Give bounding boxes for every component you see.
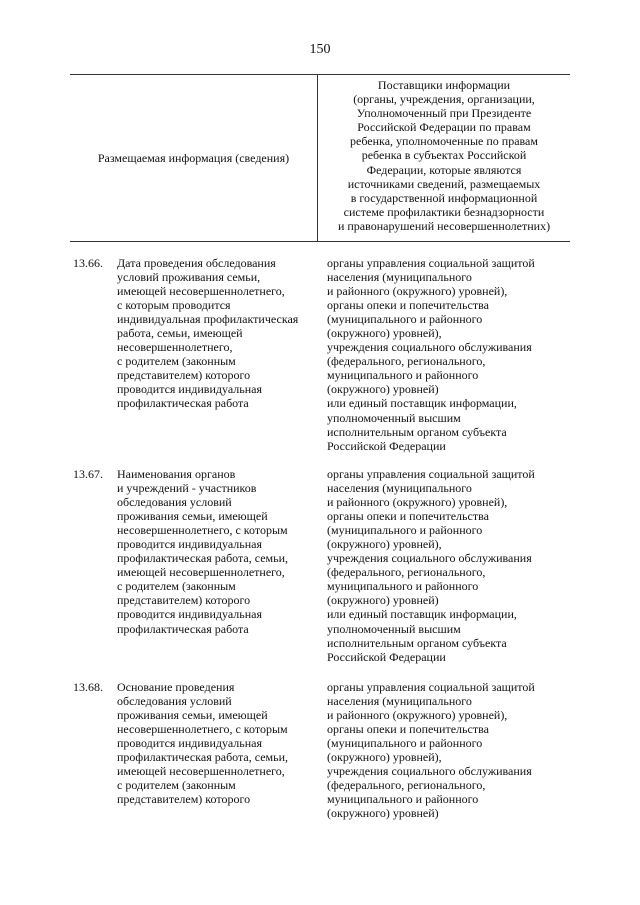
provider-line: (федерального, регионального,	[327, 778, 486, 793]
header-info-column: Размещаемая информация (сведения)	[97, 151, 290, 165]
provider-line: (окружного) уровней),	[327, 537, 442, 552]
description-line: индивидуальная профилактическая	[117, 312, 299, 327]
provider-line: Российской Федерации	[327, 649, 446, 664]
description-line: с родителем (законным	[117, 579, 236, 594]
provider-line: муниципального и районного	[327, 368, 479, 383]
description-line: обследования условий	[117, 694, 232, 709]
row-description	[117, 256, 317, 411]
description-line: профилактическая работа, семьи,	[117, 750, 289, 765]
description-line: представителем) которого	[117, 593, 251, 608]
provider-line: учреждения социального обслуживания	[327, 340, 532, 355]
description-line: проводится индивидуальная	[117, 382, 262, 397]
table-top-rule	[70, 74, 570, 75]
header-providers-line: ребенка, уполномоченные по правам	[350, 134, 538, 149]
header-providers-line: ребенка в субъектах Российской	[361, 148, 527, 163]
provider-line: исполнительным органом субъекта	[327, 424, 507, 439]
description-line: условий проживания семьи,	[117, 270, 261, 285]
description-line: имеющей несовершеннолетнего,	[117, 565, 285, 580]
provider-line: органы опеки и попечительства	[327, 509, 489, 524]
header-providers-line: Поставщики информации	[377, 78, 511, 92]
header-providers-column	[318, 78, 570, 233]
description-line: с которым проводится	[117, 298, 231, 313]
description-line: Наименования органов	[117, 467, 236, 481]
provider-line: учреждения социального обслуживания	[327, 551, 532, 566]
header-providers-line: в государственной информационной	[350, 190, 538, 205]
provider-line: населения (муниципального	[327, 270, 472, 285]
description-line: проводится индивидуальная	[117, 607, 262, 622]
description-line: профилактическая работа	[117, 621, 249, 636]
provider-line: уполномоченный высшим	[327, 410, 461, 425]
description-line: профилактическая работа	[117, 396, 249, 411]
description-line: несовершеннолетнего, с которым	[117, 523, 288, 538]
header-providers-line: источниками сведений, размещаемых	[347, 176, 541, 191]
provider-line: органы управления социальной защитой	[327, 467, 535, 481]
provider-line: (муниципального и районного	[327, 312, 483, 327]
row-providers	[327, 256, 572, 453]
provider-line: муниципального и районного	[327, 579, 479, 594]
description-line: проживания семьи, имеющей	[117, 708, 268, 723]
description-line: проживания семьи, имеющей	[117, 509, 268, 524]
row-number: 13.67.	[73, 467, 103, 481]
provider-line: учреждения социального обслуживания	[327, 764, 532, 779]
provider-line: органы опеки и попечительства	[327, 722, 489, 737]
provider-line: и районного (окружного) уровней),	[327, 708, 508, 723]
provider-line: или единый поставщик информации,	[327, 396, 517, 411]
provider-line: муниципального и районного	[327, 792, 479, 807]
provider-line: (муниципального и районного	[327, 736, 483, 751]
description-line: представителем) которого	[117, 792, 251, 807]
header-providers-line: Российской Федерации по правам	[357, 120, 531, 135]
description-line: профилактическая работа, семьи,	[117, 551, 289, 566]
row-number: 13.68.	[73, 680, 103, 694]
page-number: 150	[309, 42, 331, 57]
description-line: имеющей несовершеннолетнего,	[117, 284, 285, 299]
header-providers-line: Федерации, которые являются	[366, 162, 522, 177]
provider-line: уполномоченный высшим	[327, 621, 461, 636]
description-line: и учреждений - участников	[117, 481, 257, 496]
header-providers-line: (органы, учреждения, организации,	[353, 92, 535, 107]
provider-line: (окружного) уровней)	[327, 806, 439, 821]
description-line: Основание проведения	[117, 680, 235, 694]
provider-line: (муниципального и районного	[327, 523, 483, 538]
provider-line: исполнительным органом субъекта	[327, 635, 507, 650]
header-providers-line: Уполномоченный при Президенте	[356, 106, 532, 121]
description-line: с родителем (законным	[117, 354, 236, 369]
description-line: проводится индивидуальная	[117, 736, 262, 751]
provider-line: или единый поставщик информации,	[327, 607, 517, 622]
row-description	[117, 680, 317, 806]
provider-line: органы опеки и попечительства	[327, 298, 489, 313]
provider-line: и районного (окружного) уровней),	[327, 495, 508, 510]
provider-line: населения (муниципального	[327, 481, 472, 496]
provider-line: органы управления социальной защитой	[327, 680, 535, 694]
description-line: имеющей несовершеннолетнего,	[117, 764, 285, 779]
description-line: проводится индивидуальная	[117, 537, 262, 552]
row-description	[117, 467, 317, 636]
provider-line: (окружного) уровней)	[327, 593, 439, 608]
header-bottom-rule	[70, 241, 570, 242]
provider-line: (окружного) уровней),	[327, 326, 442, 341]
header-providers-line: системе профилактики безнадзорности	[343, 204, 545, 219]
description-line: обследования условий	[117, 495, 232, 510]
description-line: представителем) которого	[117, 368, 251, 383]
description-line: Дата проведения обследования	[117, 256, 276, 270]
provider-line: (федерального, регионального,	[327, 354, 486, 369]
row-number: 13.66.	[73, 256, 103, 270]
header-providers-line: и правонарушений несовершеннолетних)	[337, 218, 551, 233]
provider-line: населения (муниципального	[327, 694, 472, 709]
description-line: с родителем (законным	[117, 778, 236, 793]
description-line: несовершеннолетнего,	[117, 340, 233, 355]
provider-line: Российской Федерации	[327, 438, 446, 453]
provider-line: (окружного) уровней),	[327, 750, 442, 765]
row-providers	[327, 680, 572, 820]
provider-line: (федерального, регионального,	[327, 565, 486, 580]
description-line: работа, семьи, имеющей	[117, 326, 243, 341]
description-line: несовершеннолетнего, с которым	[117, 722, 288, 737]
provider-line: (окружного) уровней)	[327, 382, 439, 397]
provider-line: органы управления социальной защитой	[327, 256, 535, 270]
provider-line: и районного (окружного) уровней),	[327, 284, 508, 299]
row-providers	[327, 467, 572, 664]
